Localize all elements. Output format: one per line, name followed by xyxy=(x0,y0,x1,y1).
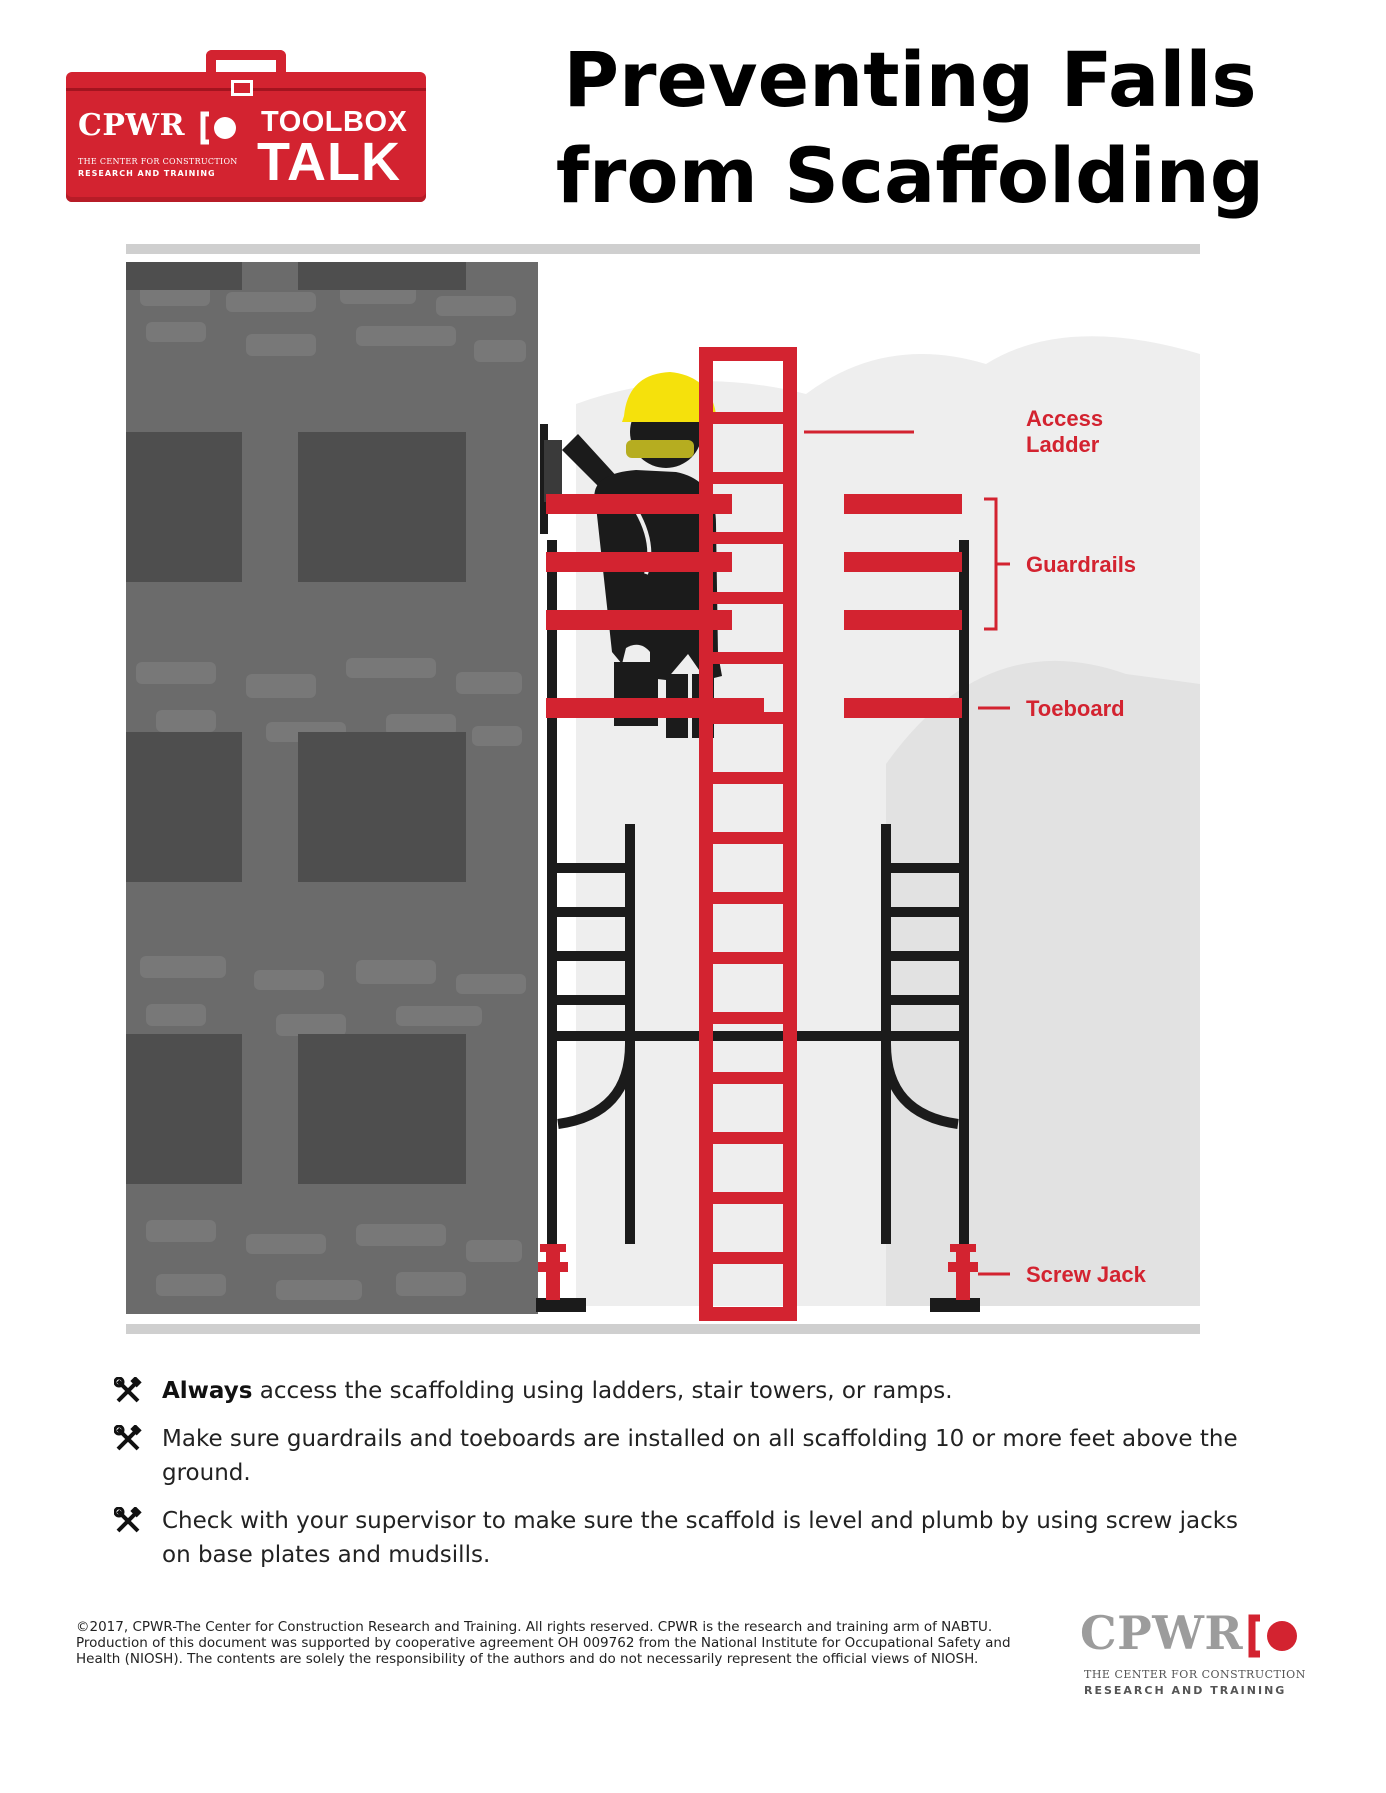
footer-logo-sub1: THE CENTER FOR CONSTRUCTION xyxy=(1084,1668,1306,1681)
cpwr-bracket-icon xyxy=(1246,1612,1302,1660)
copyright-notice: ©2017, CPWR-The Center for Construction Research and Training. All rights reserved. CPWR is the research and training arm of NABTU. Production of this document was supported by cooperative agreement OH 009762 from the National Institute for Occupational Safety and Health (NIOSH). The contents are solely the responsibility of the authors and do not necessarily represent the official views of NIOSH. xyxy=(76,1619,1011,1667)
label-access: Access xyxy=(1026,406,1104,431)
logo-subtitle-line1: THE CENTER FOR CONSTRUCTION xyxy=(78,157,238,166)
cpwr-bracket-icon xyxy=(199,110,239,146)
hammer-wrench-icon xyxy=(114,1425,142,1453)
hammer-wrench-icon xyxy=(114,1507,142,1535)
logo-subtitle-line2: RESEARCH AND TRAINING xyxy=(78,169,216,178)
badge-talk: TALK xyxy=(257,132,401,192)
scaffold-svg xyxy=(126,244,1200,1334)
bullet-2-text: Make sure guardrails and toeboards are installed on all scaffolding 10 or more feet above the ground. xyxy=(162,1426,1238,1486)
label-guardrails: Guardrails xyxy=(1026,552,1137,577)
title-line2: from Scaffolding xyxy=(555,131,1265,220)
label-toeboard: Toeboard xyxy=(1026,696,1125,721)
footer-logo-text: CPWR xyxy=(1080,1606,1244,1660)
label-ladder: Ladder xyxy=(1026,432,1100,457)
badge-toolbox: TOOLBOX xyxy=(261,106,408,138)
logo-cpwr-text: CPWR xyxy=(78,108,186,143)
top-rule xyxy=(126,244,1200,254)
bullet-item xyxy=(110,1504,1260,1572)
page-title xyxy=(470,32,1350,224)
scaffold-illustration xyxy=(126,244,1200,1334)
bullet-item xyxy=(110,1374,1260,1408)
trowel xyxy=(544,440,562,502)
toolbox-talk-logo xyxy=(66,50,426,202)
hammer-wrench-icon xyxy=(114,1377,142,1405)
bullet-3-text: Check with your supervisor to make sure the scaffold is level and plumb by using screw jacks on base plates and mudsills. xyxy=(162,1508,1239,1568)
bullet-1-text: access the scaffolding using ladders, stair towers, or ramps. xyxy=(252,1378,953,1404)
title-line1: Preventing Falls xyxy=(563,35,1257,124)
bullet-item xyxy=(110,1422,1260,1490)
footer-cpwr-logo xyxy=(1080,1606,1320,1702)
bottom-rule xyxy=(126,1324,1200,1334)
logo-subtitle xyxy=(78,156,238,180)
toolbox-clasp xyxy=(231,80,253,96)
safety-glasses xyxy=(626,440,694,458)
safety-bullet-list xyxy=(110,1374,1260,1586)
footer-logo-sub2: RESEARCH AND TRAINING xyxy=(1084,1684,1287,1697)
cloud-shade xyxy=(886,661,1200,1306)
bullet-1-bold: Always xyxy=(162,1378,253,1404)
label-screw-jack: Screw Jack xyxy=(1026,1262,1146,1287)
